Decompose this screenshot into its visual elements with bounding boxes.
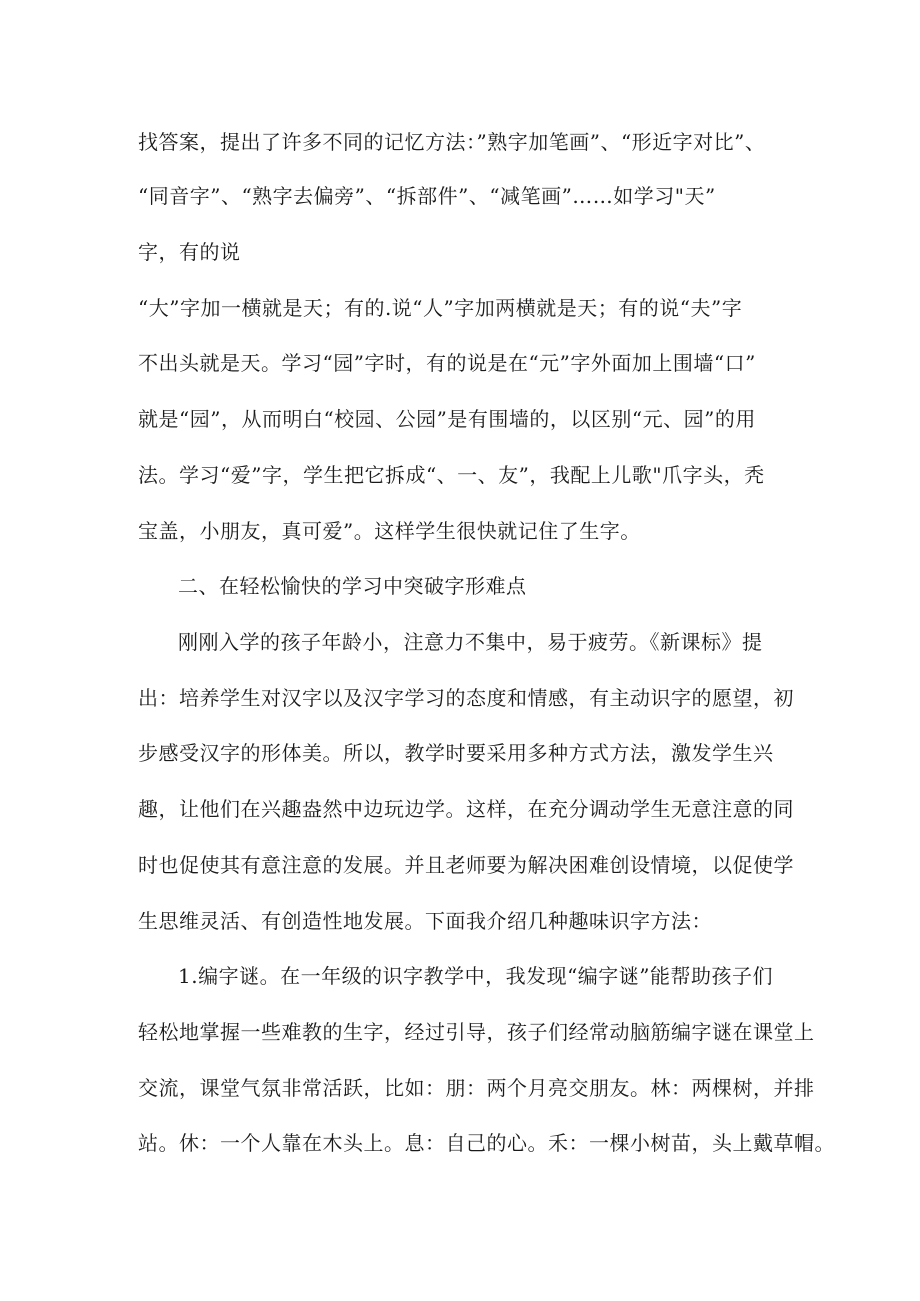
section-heading: 二、在轻松愉快的学习中突破字形难点 — [178, 574, 527, 598]
text-line: 步感受汉字的形体美。所以，教学时要采用多种方式方法，激发学生兴 — [138, 741, 774, 765]
text-line: 找答案，提出了许多不同的记忆方法：”熟字加笔画”、“形近字对比”、 — [138, 130, 766, 154]
text-line: “大”字加一横就是天；有的.说“人”字加两横就是天；有的说“夫”字 — [138, 296, 743, 320]
text-line: “同音字”、“熟字去偏旁”、“拆部件”、“减笔画”……如学习"天” — [138, 184, 716, 208]
text-line: 轻松地掌握一些难教的生字，经过引导，孩子们经常动脑筋编字谜在课堂上 — [138, 1020, 815, 1044]
paragraph-start: 1.编字谜。在一年级的识字教学中，我发现“编字谜”能帮助孩子们 — [178, 964, 774, 988]
text-line: 就是“园”，从而明白“校园、公园”是有围墙的，以区别“元、园”的用 — [138, 407, 756, 431]
text-line: 趣，让他们在兴趣盎然中边玩边学。这样，在充分调动学生无意注意的同 — [138, 797, 794, 821]
text-line: 法。学习“爱”字，学生把它拆成“、一、友”，我配上儿歌"爪字头，秃 — [138, 463, 765, 487]
paragraph-start: 刚刚入学的孩子年龄小，注意力不集中，易于疲劳。《新课标》提 — [178, 630, 763, 654]
text-line: 不出头就是天。学习“园”字时，有的说是在“元”字外面加上围墙“口” — [138, 351, 756, 375]
text-line: 出：培养学生对汉字以及汉字学习的态度和情感，有主动识字的愿望，初 — [138, 686, 794, 710]
text-line: 时也促使其有意注意的发展。并且老师要为解决困难创设情境，以促使学 — [138, 853, 794, 877]
text-line: 生思维灵活、有创造性地发展。下面我介绍几种趣味识字方法： — [138, 909, 712, 933]
text-line: 站。休：一个人靠在木头上。息：自己的心。禾：一棵小树苗，头上戴草帽。 — [138, 1131, 835, 1155]
text-line: 宝盖，小朋友，真可爱”。这样学生很快就记住了生字。 — [138, 519, 641, 543]
text-line: 交流，课堂气氛非常活跃，比如：朋：两个月亮交朋友。林：两棵树，并排 — [138, 1076, 815, 1100]
text-line: 字，有的说 — [138, 240, 241, 264]
